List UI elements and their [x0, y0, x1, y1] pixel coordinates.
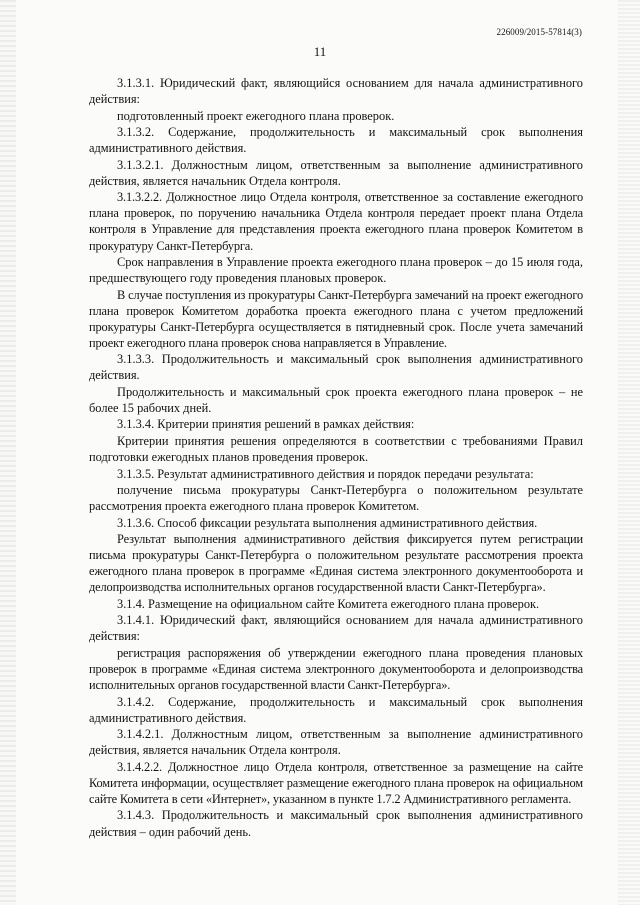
- scan-edge-left: [0, 0, 16, 905]
- paragraph: 3.1.3.3. Продолжительность и максимальный срок выполнения административного действия.: [89, 352, 583, 383]
- paragraph: Критерии принятия решения определяются в соответствии с требованиями Правил подготовки ежегодных планов проведения проверок.: [89, 433, 583, 465]
- page-number: 11: [313, 44, 327, 59]
- paragraph: регистрация распоряжения об утверждении ежегодного плана проведения плановых проверок в программе «Единая система электронного документооборота и делопроизводства исполнительных органов государственной власти Санкт-Петербурга».: [89, 645, 583, 693]
- document-code: 226009/2015-57814(3): [496, 27, 582, 37]
- paragraph: Срок направления в Управление проекта ежегодного плана проверок – до 15 июля года, предшествующего году проведения плановых проверок.: [89, 254, 583, 286]
- paragraph: Продолжительность и максимальный срок проекта ежегодного плана проверок – не более 15 рабочих дней.: [89, 384, 583, 415]
- paragraph: 3.1.3.5. Результат административного действия и порядок передачи результата:: [117, 466, 534, 481]
- paragraph: получение письма прокуратуры Санкт-Петербурга о положительном результате рассмотрения проекта ежегодного плана проверок Комитетом.: [89, 483, 583, 514]
- paragraph: 3.1.3.2. Содержание, продолжительность и максимальный срок выполнения административного действия.: [89, 125, 583, 156]
- paragraph: подготовленный проект ежегодного плана проверок.: [117, 108, 395, 123]
- document-body: [89, 75, 583, 840]
- paragraph: 3.1.3.1. Юридический факт, являющийся основанием для начала административного действия:: [89, 76, 583, 107]
- paragraph: 3.1.4.2. Содержание, продолжительность и максимальный срок выполнения административного действия.: [89, 694, 583, 725]
- paragraph: 3.1.4.2.1. Должностным лицом, ответственным за выполнение административного действия, является начальник Отдела контроля.: [89, 727, 583, 758]
- paragraph: 3.1.4.1. Юридический факт, являющийся основанием для начала административного действия:: [89, 613, 583, 644]
- scan-edge-right: [618, 0, 640, 905]
- paragraph: 3.1.4.3. Продолжительность и максимальный срок выполнения административного действия – один рабочий день.: [89, 808, 583, 839]
- paragraph: 3.1.3.2.1. Должностным лицом, ответственным за выполнение административного действия, является начальник Отдела контроля.: [89, 157, 583, 188]
- paragraph: 3.1.4. Размещение на официальном сайте Комитета ежегодного плана проверок.: [117, 596, 540, 611]
- paragraph: 3.1.3.2.2. Должностное лицо Отдела контроля, ответственное за составление ежегодного плана проверок, по поручению начальника Отдела контроля передает проект плана Отдела контроля в Управление для представления проекта ежегодного плана проверок Комитетом в прокуратуру Санкт-Петербурга.: [89, 190, 583, 253]
- paragraph: В случае поступления из прокуратуры Санкт-Петербурга замечаний на проект ежегодного плана проверок Комитетом доработка проекта ежегодного плана с учетом предложений прокуратуры Санкт-Петербурга осуществляется в пятидневный срок. После учета замечаний проект ежегодного плана проверок снова направляется в Управление.: [89, 287, 583, 350]
- paragraph: 3.1.3.4. Критерии принятия решений в рамках действия:: [117, 417, 415, 432]
- paragraph: Результат выполнения административного действия фиксируется путем регистрации письма прокуратуры Санкт-Петербурга о положительном результате рассмотрения проекта ежегодного плана проверок в программе «Единая система электронного документооборота и делопроизводства исполнительных органов государственной власти Санкт-Петербурга».: [89, 532, 583, 595]
- paragraph: 3.1.3.6. Способ фиксации результата выполнения административного действия.: [117, 515, 538, 530]
- paragraph: 3.1.4.2.2. Должностное лицо Отдела контроля, ответственное за размещение на сайте Комитета информации, осуществляет размещение ежегодного плана проверок на официальном сайте Комитета в сети «Интернет», указанном в пункте 1.7.2 Административного регламента.: [89, 759, 583, 806]
